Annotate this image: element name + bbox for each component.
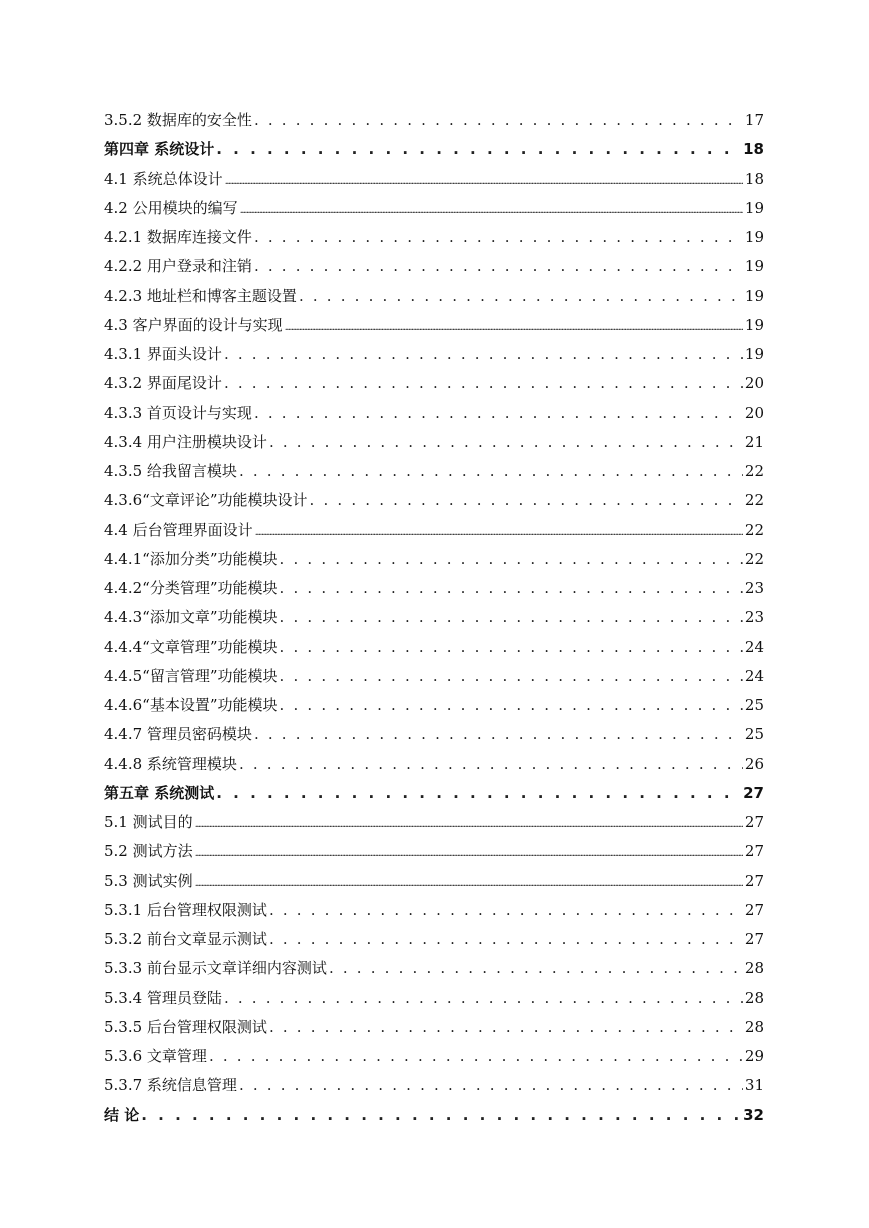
toc-dot-leader: [239, 457, 743, 486]
toc-entry[interactable]: [104, 545, 764, 574]
toc-dot-leader: [239, 750, 743, 779]
toc-entry-page-number: 22: [744, 520, 764, 539]
toc-entry-title: 4.2.3 地址栏和博客主题设置: [104, 286, 297, 305]
toc-entry[interactable]: [104, 720, 764, 749]
toc-dot-leader: [254, 223, 743, 252]
toc-dot-leader: [280, 603, 743, 632]
toc-entry[interactable]: [104, 779, 764, 808]
toc-entry[interactable]: [104, 486, 764, 515]
toc-entry[interactable]: [104, 457, 764, 486]
toc-entry[interactable]: [104, 340, 764, 369]
toc-entry-page-number: 20: [744, 374, 764, 393]
toc-dot-leader: [280, 662, 743, 691]
toc-entry[interactable]: [104, 516, 764, 545]
toc-entry[interactable]: [104, 691, 764, 720]
toc-entry-page-number: 19: [744, 286, 764, 305]
toc-entry-title: 5.3.5 后台管理权限测试: [104, 1017, 267, 1036]
toc-entry[interactable]: [104, 369, 764, 398]
toc-dot-leader: [280, 691, 743, 720]
toc-dot-leader: [254, 252, 743, 281]
toc-dot-leader: [269, 896, 743, 925]
toc-entry-page-number: 22: [744, 549, 764, 568]
toc-entry[interactable]: [104, 252, 764, 281]
toc-dot-leader: [254, 399, 743, 428]
toc-entry-title: 4.3.6“文章评论”功能模块设计: [104, 491, 308, 510]
toc-entry-title: 4.1 系统总体设计: [104, 169, 223, 188]
toc-entry-title: 5.3.1 后台管理权限测试: [104, 900, 267, 919]
toc-entry-title: 4.3.2 界面尾设计: [104, 374, 222, 393]
toc-dot-leader: [195, 837, 743, 866]
toc-entry[interactable]: [104, 633, 764, 662]
toc-entry-page-number: 28: [744, 1017, 764, 1036]
toc-entry-title: 4.2.2 用户登录和注销: [104, 257, 252, 276]
toc-entry[interactable]: [104, 984, 764, 1013]
toc-dot-leader: [239, 1071, 743, 1100]
toc-entry-page-number: 20: [744, 403, 764, 422]
toc-dot-leader: [216, 135, 741, 164]
toc-entry-page-number: 25: [744, 725, 764, 744]
toc-entry-title: 4.2.1 数据库连接文件: [104, 228, 252, 246]
toc-dot-leader: [195, 808, 743, 837]
toc-entry-page-number: 22: [744, 491, 764, 510]
toc-entry[interactable]: [104, 867, 764, 896]
toc-entry-title: 4.4.2“分类管理”功能模块: [104, 579, 278, 597]
toc-dot-leader: [269, 428, 743, 457]
toc-entry-page-number: 27: [744, 871, 764, 890]
toc-entry[interactable]: [104, 1101, 764, 1130]
toc-entry-title: 4.3.3 首页设计与实现: [104, 403, 252, 422]
toc-dot-leader: [195, 867, 743, 896]
toc-entry-page-number: 17: [744, 111, 764, 129]
toc-dot-leader: [240, 194, 743, 223]
toc-entry-title: 4.4 后台管理界面设计: [104, 520, 253, 539]
toc-entry[interactable]: [104, 750, 764, 779]
toc-dot-leader: [255, 516, 743, 545]
toc-entry-title: 4.4.3“添加文章”功能模块: [104, 608, 278, 627]
toc-entry-page-number: 23: [744, 608, 764, 627]
toc-entry[interactable]: [104, 311, 764, 340]
toc-entry-page-number: 24: [744, 637, 764, 656]
toc-entry-title: 5.3.7 系统信息管理: [104, 1076, 237, 1095]
toc-entry[interactable]: [104, 662, 764, 691]
toc-entry-page-number: 28: [744, 988, 764, 1007]
toc-entry-page-number: 27: [744, 900, 764, 919]
toc-entry-page-number: 26: [744, 754, 764, 773]
toc-entry-page-number: 19: [744, 257, 764, 276]
toc-entry-page-number: 18: [743, 140, 764, 159]
toc-entry-page-number: 19: [744, 315, 764, 334]
toc-entry[interactable]: [104, 896, 764, 925]
toc-entry-title: 5.1 测试目的: [104, 813, 193, 831]
toc-dot-leader: [329, 954, 743, 983]
toc-entry-page-number: 22: [744, 462, 764, 480]
table-of-contents: [104, 106, 764, 1130]
toc-entry[interactable]: [104, 603, 764, 632]
toc-entry[interactable]: [104, 574, 764, 603]
toc-entry-page-number: 18: [744, 169, 764, 188]
toc-entry[interactable]: [104, 1013, 764, 1042]
toc-entry-page-number: 19: [744, 345, 764, 363]
toc-entry-title: 4.4.4“文章管理”功能模块: [104, 637, 278, 656]
toc-entry-page-number: 28: [744, 959, 764, 978]
toc-entry-page-number: 23: [744, 579, 764, 597]
toc-entry-title: 第五章 系统测试: [104, 783, 215, 802]
toc-entry[interactable]: [104, 223, 764, 252]
toc-entry-page-number: 29: [744, 1047, 764, 1065]
toc-entry[interactable]: [104, 954, 764, 983]
toc-dot-leader: [224, 984, 743, 1013]
toc-dot-leader: [285, 311, 743, 340]
toc-entry[interactable]: [104, 399, 764, 428]
toc-entry[interactable]: [104, 194, 764, 223]
toc-entry-page-number: 24: [744, 666, 764, 685]
toc-dot-leader: [141, 1101, 741, 1130]
toc-entry-title: 4.3.4 用户注册模块设计: [104, 432, 267, 451]
toc-entry-title: 5.3.2 前台文章显示测试: [104, 930, 267, 948]
toc-entry[interactable]: [104, 135, 764, 164]
toc-entry-page-number: 27: [744, 930, 764, 948]
toc-entry-page-number: 27: [743, 783, 764, 802]
toc-dot-leader: [280, 574, 743, 603]
toc-dot-leader: [209, 1042, 743, 1071]
toc-entry[interactable]: [104, 808, 764, 837]
toc-entry[interactable]: [104, 837, 764, 866]
toc-entry-title: 5.3 测试实例: [104, 871, 193, 890]
toc-entry-title: 4.2 公用模块的编写: [104, 198, 238, 217]
toc-dot-leader: [224, 340, 743, 369]
toc-entry-title: 结 论: [104, 1105, 140, 1124]
toc-entry[interactable]: [104, 1071, 764, 1100]
toc-dot-leader: [224, 369, 743, 398]
toc-entry-page-number: 31: [744, 1076, 764, 1095]
toc-entry-title: 4.4.5“留言管理”功能模块: [104, 666, 278, 685]
toc-dot-leader: [254, 106, 743, 135]
toc-dot-leader: [216, 779, 741, 808]
toc-entry-title: 5.3.4 管理员登陆: [104, 988, 222, 1007]
toc-entry-page-number: 19: [744, 228, 764, 246]
toc-dot-leader: [310, 486, 743, 515]
toc-entry[interactable]: [104, 282, 764, 311]
toc-entry-title: 4.4.8 系统管理模块: [104, 754, 237, 773]
toc-dot-leader: [299, 282, 743, 311]
toc-entry-page-number: 21: [744, 432, 764, 451]
toc-dot-leader: [254, 720, 743, 749]
toc-entry[interactable]: [104, 165, 764, 194]
toc-entry-title: 4.3.1 界面头设计: [104, 345, 222, 363]
toc-entry-title: 4.3 客户界面的设计与实现: [104, 315, 283, 334]
toc-dot-leader: [225, 165, 743, 194]
toc-entry-page-number: 27: [744, 842, 764, 861]
toc-entry-page-number: 27: [744, 813, 764, 831]
toc-entry-page-number: 25: [744, 696, 764, 714]
toc-entry-page-number: 19: [744, 198, 764, 217]
toc-entry-page-number: 32: [743, 1105, 764, 1124]
toc-entry-title: 3.5.2 数据库的安全性: [104, 111, 252, 129]
toc-entry[interactable]: [104, 428, 764, 457]
toc-entry[interactable]: [104, 925, 764, 954]
toc-entry-title: 4.4.7 管理员密码模块: [104, 725, 252, 744]
toc-entry-title: 5.2 测试方法: [104, 842, 193, 861]
toc-entry-title: 5.3.6 文章管理: [104, 1047, 207, 1065]
toc-dot-leader: [269, 1013, 743, 1042]
toc-dot-leader: [280, 633, 743, 662]
toc-entry[interactable]: [104, 106, 764, 135]
toc-entry-title: 4.4.6“基本设置”功能模块: [104, 696, 278, 714]
toc-entry-title: 5.3.3 前台显示文章详细内容测试: [104, 959, 327, 978]
toc-entry-title: 4.3.5 给我留言模块: [104, 462, 237, 480]
toc-dot-leader: [280, 545, 743, 574]
toc-entry-title: 4.4.1“添加分类”功能模块: [104, 549, 278, 568]
toc-entry-title: 第四章 系统设计: [104, 140, 215, 159]
toc-dot-leader: [269, 925, 743, 954]
toc-entry[interactable]: [104, 1042, 764, 1071]
